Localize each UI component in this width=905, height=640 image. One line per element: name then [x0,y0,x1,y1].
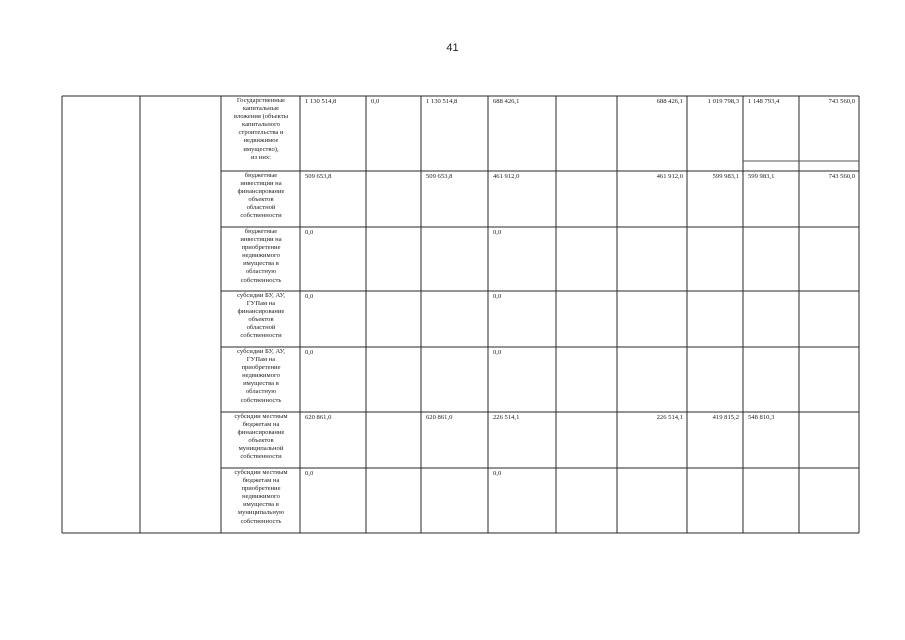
table-cell: 620 861,0 [426,414,453,421]
table-cell: 419 815,2 [712,414,739,421]
table-cell: 743 560,0 [828,173,855,180]
table-cell: 226 514,1 [656,414,683,421]
table-cell: 0,0 [305,349,314,356]
table-cell: 509 653,8 [426,173,453,180]
row-label: субсидии местным бюджетам на приобретение недвижимого имущества в муниципальную собственность [234,469,288,525]
table-cell: 0,0 [493,229,502,236]
table-cell: 1 130 514,8 [426,98,458,105]
table-cell: 0,0 [305,293,314,300]
table-cell: 226 514,1 [493,414,520,421]
table-cell: 0,0 [493,349,502,356]
table-cell: 620 861,0 [305,414,332,421]
table-cell: 0,0 [371,98,380,105]
table-cell: 461 912,0 [493,173,520,180]
table-cell: 1 130 514,8 [305,98,337,105]
row-label: бюджетные инвестиции на приобретение недвижимого имущества в областную собственность [240,228,282,284]
row-label: субсидии БУ, АУ, ГУПам на финансирование объектов областной собственности [237,292,285,340]
table-cell: 0,0 [493,470,502,477]
row-label: бюджетные инвестиции на финансирование объектов областной собственности [237,172,285,220]
table-cell: 599 983,1 [748,173,775,180]
row-label: субсидии местным бюджетам на финансирование объектов муниципальной собственности [234,413,288,461]
table-cell: 0,0 [305,229,314,236]
table-cell: 548 810,3 [748,414,775,421]
table-cell: 0,0 [305,470,314,477]
table-cell: 688 426,1 [493,98,520,105]
table-cell: 461 912,0 [656,173,683,180]
table-cell: 1 019 798,3 [707,98,739,105]
table-cell: 509 653,8 [305,173,332,180]
table-cell: 743 560,0 [828,98,855,105]
row-label: субсидии БУ, АУ, ГУПам на приобретение недвижимого имущества в областную собственность [237,348,285,404]
table-cell: 599 983,1 [712,173,739,180]
row-label: Государственные капитальные вложения (объекты капитального строительства и недвижимое имущество), из них: [233,97,289,161]
table-cell: 688 426,1 [656,98,683,105]
page-number: 41 [446,42,459,54]
table-cell: 0,0 [493,293,502,300]
table-cell: 1 148 793,4 [748,98,780,105]
